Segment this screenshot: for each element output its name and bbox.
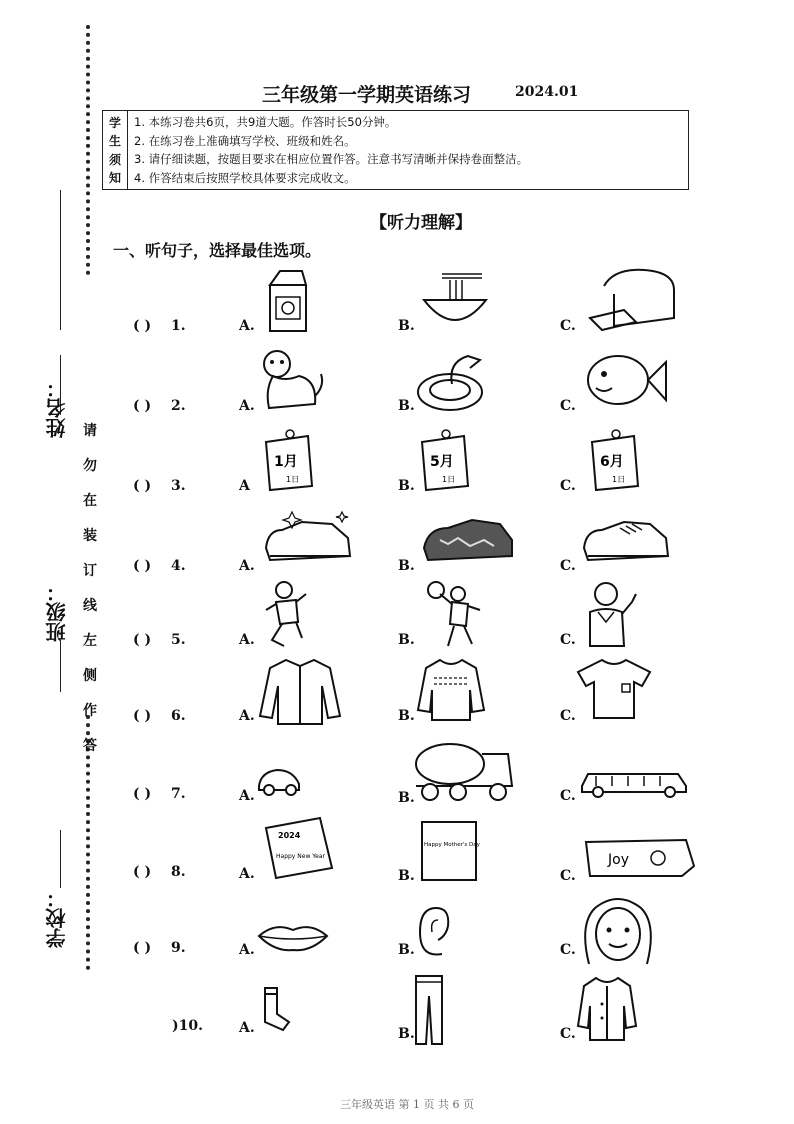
notice-head-char: 生	[108, 134, 121, 149]
option-b-label: B.	[398, 318, 415, 334]
option-b-label: B.	[398, 790, 415, 806]
option-c-label: C.	[560, 942, 576, 958]
calendar-day: 1日	[612, 475, 626, 484]
class-label: 班级：	[45, 582, 69, 642]
option-b-label: B.	[398, 558, 415, 574]
card-name: Joy	[608, 852, 629, 868]
question-number: 1.	[171, 318, 186, 334]
part1-title: 一、听句子，选择最佳选项。	[113, 241, 322, 260]
monkey-icon	[255, 346, 327, 414]
answer-blank[interactable]: ( )	[133, 558, 152, 574]
option-b-label: B.	[398, 868, 415, 884]
ear-icon	[412, 902, 452, 962]
option-a-label: A.	[239, 558, 255, 574]
notice-line: 2. 在练习卷上准确填写学校、班级和姓名。	[134, 133, 356, 148]
option-c-label: C.	[560, 318, 576, 334]
sweater-icon	[416, 656, 486, 724]
calendar-icon	[260, 428, 316, 492]
noodles-bowl-icon	[420, 270, 490, 332]
mothers-day-card-icon	[418, 818, 480, 884]
card-greeting: Happy Mother's Day	[424, 842, 480, 848]
warning-char: 装	[83, 528, 97, 544]
warning-char: 勿	[83, 458, 97, 474]
option-a-label: A.	[239, 318, 255, 334]
option-b-label: B.	[398, 398, 415, 414]
question-number: 2.	[171, 398, 186, 414]
warning-char: 左	[83, 633, 97, 649]
boy-waving-icon	[584, 580, 640, 650]
bread-loaf-icon	[584, 266, 680, 334]
option-c-label: C.	[560, 558, 576, 574]
coat-icon	[576, 972, 638, 1044]
student-notice-box	[102, 110, 689, 190]
option-c-label: C.	[560, 478, 576, 494]
answer-blank[interactable]: ( )	[133, 478, 152, 494]
jeans-icon	[412, 972, 446, 1048]
option-a-label: A.	[239, 398, 255, 414]
old-shoes-icon	[580, 512, 672, 566]
option-c-label: C.	[560, 398, 576, 414]
card-greeting: Happy New Year	[276, 853, 325, 860]
notice-head-char: 知	[108, 171, 121, 186]
notice-lines	[128, 111, 688, 189]
option-a-label: A.	[239, 942, 255, 958]
notice-head-char: 须	[108, 152, 121, 167]
dirty-shoes-icon	[420, 510, 516, 566]
warning-char: 侧	[83, 668, 97, 684]
answer-blank[interactable]: ( )	[133, 708, 152, 724]
notice-heading	[103, 111, 128, 189]
question-number: 8.	[171, 864, 186, 880]
question-row	[0, 502, 794, 582]
warning-char: 在	[83, 493, 97, 509]
calendar-month: 1月	[274, 454, 298, 470]
question-row	[0, 814, 794, 894]
question-number: 9.	[171, 940, 186, 956]
girl-basketball-icon	[424, 580, 490, 654]
question-row	[0, 422, 794, 502]
question-number-text: 10.	[178, 1018, 203, 1034]
answer-blank[interactable]: ( )	[133, 940, 152, 956]
section-title: 【听力理解】	[370, 213, 472, 233]
clean-shoes-icon	[262, 508, 354, 566]
page-footer: 三年级英语 第 1 页 共 6 页	[340, 1098, 474, 1111]
answer-blank[interactable]: ( )	[133, 398, 152, 414]
warning-char: 答	[83, 738, 97, 754]
question-row	[0, 734, 794, 814]
notice-line: 1. 本练习卷共6页，共9道大题。作答时长50分钟。	[134, 115, 397, 130]
exam-title: 三年级第一学期英语练习	[262, 84, 472, 106]
option-b-label: B.	[398, 632, 415, 648]
calendar-month: 6月	[600, 454, 624, 470]
option-c-label: C.	[560, 708, 576, 724]
t-shirt-icon	[576, 656, 652, 722]
socks-icon	[255, 984, 299, 1034]
question-number: 6.	[171, 708, 186, 724]
answer-blank[interactable]: ( )	[133, 864, 152, 880]
jacket-icon	[258, 656, 342, 728]
girl-face-icon	[575, 894, 661, 968]
question-row	[0, 656, 794, 736]
question-number: 5.	[171, 632, 186, 648]
notice-head-char: 学	[108, 115, 121, 130]
question-number: 4.	[171, 558, 186, 574]
name-label: 姓名：	[45, 378, 69, 438]
warning-char: 请	[83, 423, 97, 439]
calendar-icon	[416, 428, 472, 492]
snake-icon	[412, 348, 488, 414]
question-row	[0, 262, 794, 342]
calendar-day: 1日	[442, 475, 456, 484]
answer-blank[interactable]: ( )	[133, 632, 152, 648]
small-car-icon	[255, 764, 303, 798]
answer-blank[interactable]: ( )	[133, 318, 152, 334]
new-year-card-icon	[262, 816, 336, 880]
option-a-label: A.	[239, 632, 255, 648]
card-year: 2024	[278, 831, 301, 840]
school-label: 学校：	[45, 888, 69, 948]
limousine-icon	[578, 762, 690, 798]
calendar-icon	[586, 428, 642, 492]
question-number: 7.	[171, 786, 186, 802]
notice-line: 3. 请仔细读题，按题目要求在相应位置作答。注意书写清晰并保持卷面整洁。	[134, 152, 529, 167]
warning-char: 订	[83, 563, 97, 579]
warning-char: 作	[83, 703, 97, 719]
answer-blank[interactable]: ( )	[133, 786, 152, 802]
option-a-label: A.	[239, 866, 255, 882]
option-a-label: A.	[239, 708, 255, 724]
option-b-label: B.	[398, 1026, 415, 1042]
milk-carton-icon	[262, 267, 312, 335]
question-number: 3.	[171, 478, 186, 494]
notice-line: 4. 作答结束后按照学校具体要求完成收文。	[134, 170, 356, 185]
option-b-label: B.	[398, 478, 415, 494]
question-row	[0, 894, 794, 974]
option-b-label: B.	[398, 942, 415, 958]
question-number	[172, 1018, 203, 1034]
option-a-label: A	[239, 478, 250, 494]
warning-char: 线	[83, 598, 97, 614]
lips-icon	[255, 920, 331, 954]
option-a-label: A.	[239, 1020, 255, 1036]
option-a-label: A.	[239, 788, 255, 804]
question-row	[0, 342, 794, 422]
answer-blank-close[interactable]: )	[172, 1018, 179, 1034]
calendar-day: 1日	[286, 475, 300, 484]
name-card-icon	[582, 836, 698, 880]
calendar-month: 5月	[430, 454, 454, 470]
boy-jumping-icon	[262, 580, 312, 652]
option-c-label: C.	[560, 1026, 576, 1042]
question-row	[0, 580, 794, 660]
option-c-label: C.	[560, 788, 576, 804]
option-c-label: C.	[560, 632, 576, 648]
fish-icon	[582, 348, 670, 412]
cement-truck-icon	[410, 734, 514, 804]
binding-dotted-line-top	[86, 25, 95, 275]
exam-date: 2024.01	[515, 84, 579, 100]
option-b-label: B.	[398, 708, 415, 724]
option-c-label: C.	[560, 868, 576, 884]
question-row	[0, 972, 794, 1052]
